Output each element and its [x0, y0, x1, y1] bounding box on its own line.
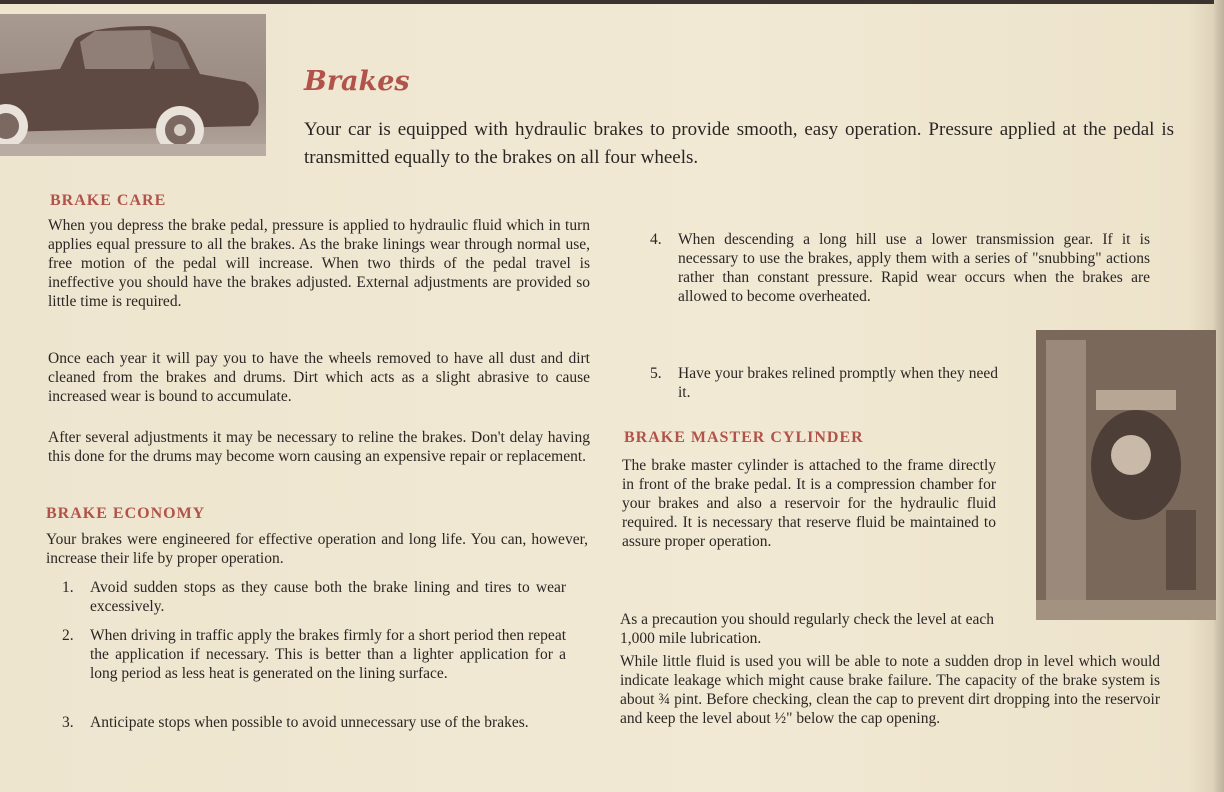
brake-care-paragraph-1: When you depress the brake pedal, pressure is applied to hydraulic fluid which in turn applies equal pressure to all the brakes. As the brake linings wear through normal use, free motion of the pedal will increase. When two thirds of the pedal travel is ineffective you should have the brakes adjusted. External adjustments are provided so little time is required.: [48, 217, 590, 310]
intro-paragraph: Your car is equipped with hydraulic brakes to provide smooth, easy operation. Pressure applied at the pedal is transmitted equally to the brakes on all four wheels.: [304, 119, 1174, 168]
brake-care-paragraph-2: Once each year it will pay you to have the wheels removed to have all dust and dirt cleaned from the brakes and drums. Dirt which acts as a slight abrasive to cause increased wear is bound to accumulate.: [48, 350, 590, 405]
list-item-text: Anticipate stops when possible to avoid unnecessary use of the brakes.: [90, 714, 529, 731]
list-item-text: Avoid sudden stops as they cause both the brake lining and tires to wear excessively.: [90, 579, 566, 615]
list-item-number: 3.: [62, 714, 74, 731]
list-item-number: 2.: [62, 627, 74, 644]
page-top-edge: [0, 0, 1224, 4]
master-cylinder-paragraph-3: While little fluid is used you will be able to note a sudden drop in level which would indicate leakage which might cause brake failure. The capacity of the brake system is about ¾ pint. Before checking, clean the cap to prevent dirt dropping into the reservoir and keep the level about ½" below the cap opening.: [620, 653, 1160, 727]
heading-master-cylinder: BRAKE MASTER CYLINDER: [624, 429, 864, 446]
list-item-number: 5.: [650, 365, 662, 382]
heading-brake-economy: BRAKE ECONOMY: [46, 505, 206, 522]
list-item-text: When driving in traffic apply the brakes firmly for a short period then repeat the application if necessary. This is better than a lighter application for a long period as less heat is generated on the lining surface.: [90, 627, 566, 682]
page-title: Brakes: [304, 66, 410, 97]
heading-brake-care: BRAKE CARE: [50, 192, 167, 209]
master-cylinder-paragraph-2: As a precaution you should regularly check the level at each 1,000 mile lubrication.: [620, 611, 994, 647]
list-item: [650, 364, 1010, 404]
car-illustration: [0, 14, 266, 156]
master-cylinder-paragraph-1: The brake master cylinder is attached to the frame directly in front of the brake pedal. It is a compression chamber for your brakes and also a reservoir for the hydraulic fluid required. It is necessary that reserve fluid be maintained to assure proper operation.: [622, 457, 996, 550]
list-item-number: 1.: [62, 579, 74, 596]
brake-economy-paragraph: Your brakes were engineered for effective operation and long life. You can, however, increase their life by proper operation.: [46, 531, 588, 567]
list-item-text: Have your brakes relined promptly when they need it.: [678, 365, 998, 401]
master-cylinder-photo: [1036, 330, 1216, 620]
list-item-text: When descending a long hill use a lower transmission gear. If it is necessary to use the brakes, apply them with a series of "snubbing" actions rather than constant pressure. Rapid wear occurs when the brakes are allowed to become overheated.: [678, 231, 1150, 305]
list-item-number: 4.: [650, 231, 662, 248]
list-item: [62, 713, 568, 753]
brake-care-paragraph-3: After several adjustments it may be necessary to reline the brakes. Don't delay having this done for the drums may become worn causing an expensive repair or replacement.: [48, 429, 590, 465]
list-item: [62, 626, 568, 706]
list-item: [62, 578, 568, 618]
